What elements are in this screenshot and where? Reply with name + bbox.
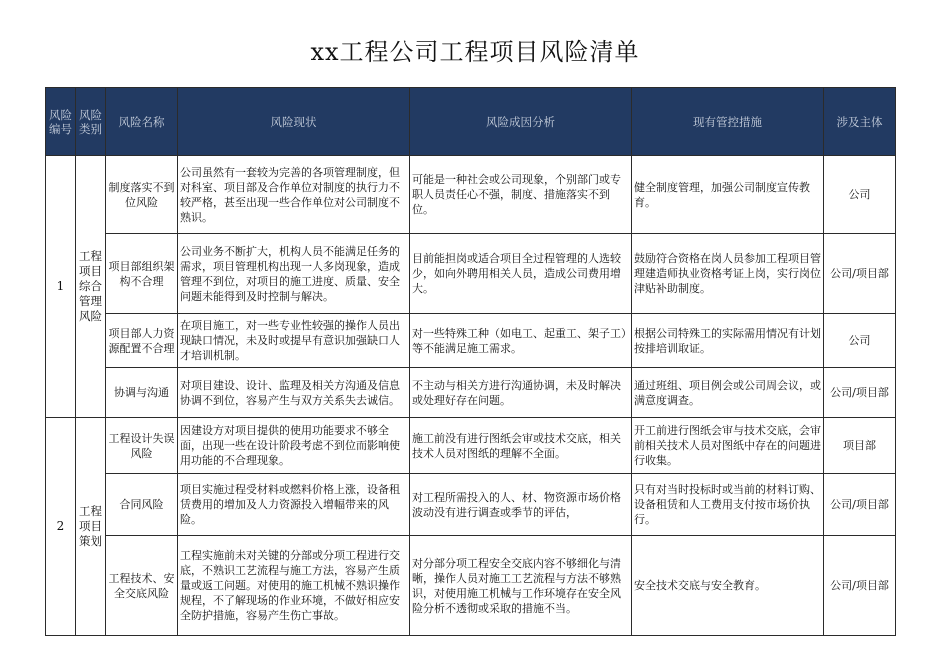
risk-cause-cell: 施工前没有进行图纸会审或技术交底，相关技术人员对图纸的理解不全面。	[410, 418, 632, 474]
header-risk-name: 风险名称	[106, 88, 178, 156]
risk-status-cell: 因建设方对项目提供的使用功能要求不够全面，出现一些在设计阶段考虑不到位而影响使用功能的不合理现象。	[178, 418, 410, 474]
subject-cell: 公司	[824, 314, 896, 368]
table-row	[46, 474, 896, 536]
risk-cause-cell: 目前能担岗或适合项目全过程管理的人选较少，如向外聘用相关人员，造成公司费用增大。	[410, 234, 632, 314]
risk-cause-cell: 对分部分项工程安全交底内容不够细化与清晰，操作人员对施工工艺流程与方法不够熟识，对使用施工机械与工作环境存在安全风险分析不透彻或采取的措施不当。	[410, 536, 632, 636]
risk-status-cell: 项目实施过程受材料或燃料价格上涨，设备租赁费用的增加及人力资源投入增幅带来的风险。	[178, 474, 410, 536]
risk-table	[45, 87, 896, 636]
risk-status-cell: 公司虽然有一套较为完善的各项管理制度，但对科室、项目部及合作单位对制度的执行力不较严格，甚至出现一些合作单位对公司制度不熟识。	[178, 156, 410, 234]
risk-cause-cell: 不主动与相关方进行沟通协调，未及时解决或处理好存在问题。	[410, 368, 632, 418]
table-row	[46, 536, 896, 636]
risk-cause-cell: 对工程所需投入的人、材、物资源市场价格波动没有进行调查或季节的评估，	[410, 474, 632, 536]
header-risk-cause: 风险成因分析	[410, 88, 632, 156]
subject-cell: 公司	[824, 156, 896, 234]
table-row	[46, 418, 896, 474]
header-row	[46, 88, 896, 156]
subject-cell: 公司/项目部	[824, 234, 896, 314]
control-measure-cell: 安全技术交底与安全教育。	[632, 536, 824, 636]
table-row	[46, 368, 896, 418]
control-measure-cell: 鼓励符合资格在岗人员参加工程项目管理建造师执业资格考证上岗，实行岗位津贴补助制度。	[632, 234, 824, 314]
subject-cell: 公司/项目部	[824, 536, 896, 636]
control-measure-cell: 通过班组、项目例会或公司周会议，或满意度调查。	[632, 368, 824, 418]
risk-name-cell: 项目部组织架构不合理	[106, 234, 178, 314]
risk-category-cell: 工程项目策划	[76, 418, 106, 636]
risk-name-cell: 工程技术、安全交底风险	[106, 536, 178, 636]
risk-name-cell: 工程设计失误风险	[106, 418, 178, 474]
header-risk-category: 风险类别	[76, 88, 106, 156]
risk-status-cell: 对项目建设、设计、监理及相关方沟通及信息协调不到位，容易产生与双方关系失去诚信。	[178, 368, 410, 418]
subject-cell: 项目部	[824, 418, 896, 474]
risk-status-cell: 工程实施前未对关键的分部或分项工程进行交底，不熟识工艺流程与施工方法，容易产生质量或返工问题。对使用的施工机械不熟识操作规程，不了解现场的作业环境，不做好相应安全防护措施，容易产生伤亡事故。	[178, 536, 410, 636]
table-row	[46, 234, 896, 314]
page-title: xx工程公司工程项目风险清单	[310, 38, 640, 66]
risk-no-cell: 2	[46, 418, 76, 636]
header-risk-no: 风险编号	[46, 88, 76, 156]
table-row	[46, 314, 896, 368]
table-row	[46, 156, 896, 234]
risk-name-cell: 合同风险	[106, 474, 178, 536]
control-measure-cell: 开工前进行图纸会审与技术交底，会审前相关技术人员对图纸中存在的问题进行收集。	[632, 418, 824, 474]
risk-category-cell: 工程项目综合管理风险	[76, 156, 106, 418]
subject-cell: 公司/项目部	[824, 368, 896, 418]
risk-no-cell: 1	[46, 156, 76, 418]
control-measure-cell: 只有对当时投标时或当前的材料订购、设备租赁和人工费用支付按市场价执行。	[632, 474, 824, 536]
control-measure-cell: 健全制度管理，加强公司制度宣传教育。	[632, 156, 824, 234]
risk-cause-cell: 可能是一种社会或公司现象，个别部门或专职人员责任心不强，制度、措施落实不到位。	[410, 156, 632, 234]
risk-name-cell: 项目部人力资源配置不合理	[106, 314, 178, 368]
risk-status-cell: 在项目施工，对一些专业性较强的操作人员出现缺口情况，未及时或提早有意识加强缺口人才培训机制。	[178, 314, 410, 368]
subject-cell: 公司/项目部	[824, 474, 896, 536]
header-subject: 涉及主体	[824, 88, 896, 156]
header-control-measure: 现有管控措施	[632, 88, 824, 156]
risk-cause-cell: 对一些特殊工种（如电工、起重工、架子工）等不能满足施工需求。	[410, 314, 632, 368]
header-risk-status: 风险现状	[178, 88, 410, 156]
risk-name-cell: 制度落实不到位风险	[106, 156, 178, 234]
control-measure-cell: 根据公司特殊工的实际需用情况有计划按排培训取证。	[632, 314, 824, 368]
risk-status-cell: 公司业务不断扩大，机构人员不能满足任务的需求，项目管理机构出现一人多岗现象，造成管理不到位，对项目的施工进度、质量、安全问题未能得到及时控制与解决。	[178, 234, 410, 314]
risk-name-cell: 协调与沟通	[106, 368, 178, 418]
